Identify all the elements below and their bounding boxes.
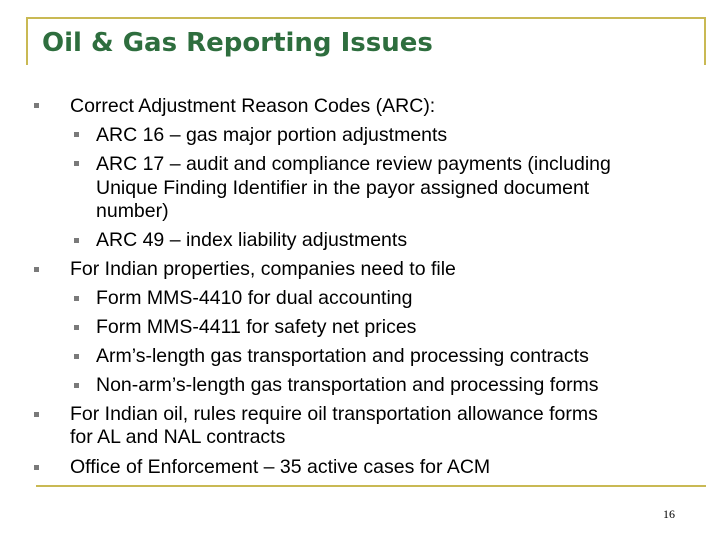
sub-bullet-text: Arm’s-length gas transportation and processing contracts <box>96 345 589 367</box>
bullet-marker <box>34 267 39 272</box>
bullet-marker <box>34 412 39 417</box>
page-number: 16 <box>663 507 675 521</box>
footer-rule <box>36 485 706 487</box>
sub-bullet-text: Form MMS-4411 for safety net prices <box>96 316 417 338</box>
sub-bullet-marker <box>74 354 79 359</box>
sub-bullet-text: number) <box>96 200 169 222</box>
sub-bullet-marker <box>74 161 79 166</box>
sub-bullet-text: ARC 17 – audit and compliance review payments (including <box>96 153 611 175</box>
slide-title: Oil & Gas Reporting Issues <box>42 28 433 58</box>
sub-bullet-text: Unique Finding Identifier in the payor assigned document <box>96 177 590 199</box>
sub-bullet-text: Form MMS-4410 for dual accounting <box>96 287 413 309</box>
sub-bullet-marker <box>74 383 79 388</box>
bullet-text: For Indian oil, rules require oil transportation allowance forms <box>70 403 598 425</box>
sub-bullet-marker <box>74 296 79 301</box>
sub-bullet-text: Non-arm’s-length gas transportation and processing forms <box>96 374 599 396</box>
sub-bullet-marker <box>74 325 79 330</box>
sub-bullet-text: ARC 49 – index liability adjustments <box>96 229 408 251</box>
bullet-text: For Indian properties, companies need to file <box>70 258 456 280</box>
sub-bullet-marker <box>74 238 79 243</box>
sub-bullet-text: ARC 16 – gas major portion adjustments <box>96 124 448 146</box>
bullet-marker <box>34 103 39 108</box>
bullet-text: for AL and NAL contracts <box>70 426 286 448</box>
sub-bullet-marker <box>74 132 79 137</box>
bullet-marker <box>34 465 39 470</box>
bullet-text: Correct Adjustment Reason Codes (ARC): <box>70 95 436 117</box>
bullet-text: Office of Enforcement – 35 active cases for ACM <box>70 456 491 478</box>
